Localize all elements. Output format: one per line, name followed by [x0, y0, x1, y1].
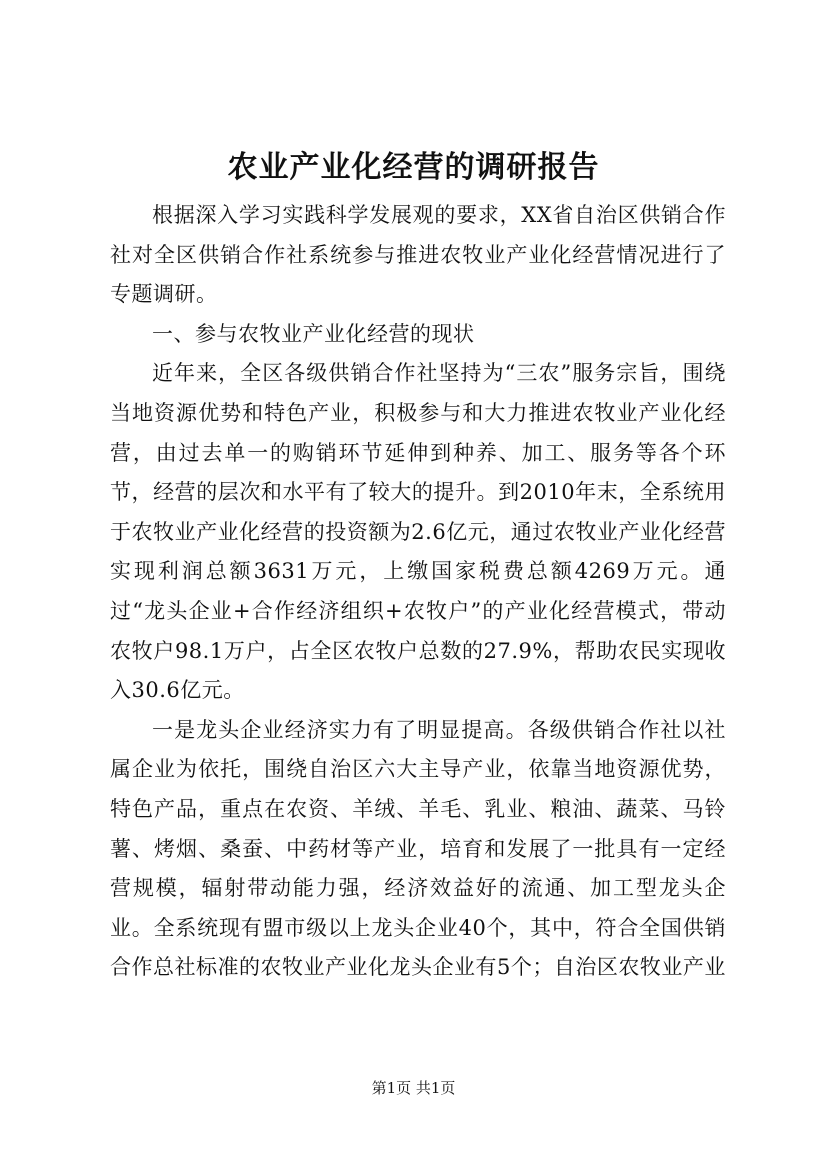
paragraph-leading-enterprises: 一是龙头企业经济实力有了明显提高。各级供销合作社以社属企业为依托，围绕自治区六大主导产业，依靠当地资源优势，特色产品，重点在农资、羊绒、羊毛、乳业、粮油、蔬菜、马铃薯、烤烟、桑蚕、中药材等产业，培育和发展了一批具有一定经营规模，辐射带动能力强，经济效益好的流通、加工型龙头企业。全系统现有盟市级以上龙头企业40个，其中，符合全国供销合作总社标准的农牧业产业化龙头企业有5个；自治区农牧业产业: [110, 717, 726, 980]
paragraph-intro: 根据深入学习实践科学发展观的要求，XX省自治区供销合作社对全区供销合作社系统参与推进农牧业产业化经营情况进行了专题调研。: [110, 203, 726, 307]
document-title: 农业产业化经营的调研报告: [227, 150, 600, 185]
page-footer: 第1页 共1页: [371, 1079, 456, 1097]
paragraph-overview: 近年来，全区各级供销合作社坚持为“三农”服务宗旨，围绕当地资源优势和特色产业，积极参与和大力推进农牧业产业化经营，由过去单一的购销环节延伸到种养、加工、服务等各个环节，经营的层次和水平有了较大的提升。到2010年末，全系统用于农牧业产业化经营的投资额为2.6亿元，通过农牧业产业化经营实现利润总额3631万元，上缴国家税费总额4269万元。通过“龙头企业+合作经济组织+农牧户”的产业化经营模式，带动农牧户98.1万户，占全区农牧户总数的27.9%，帮助农民实现收入30.6亿元。: [110, 361, 726, 703]
document-body: [110, 196, 726, 988]
section-heading-status: 一、参与农牧业产业化经营的现状: [152, 321, 475, 346]
